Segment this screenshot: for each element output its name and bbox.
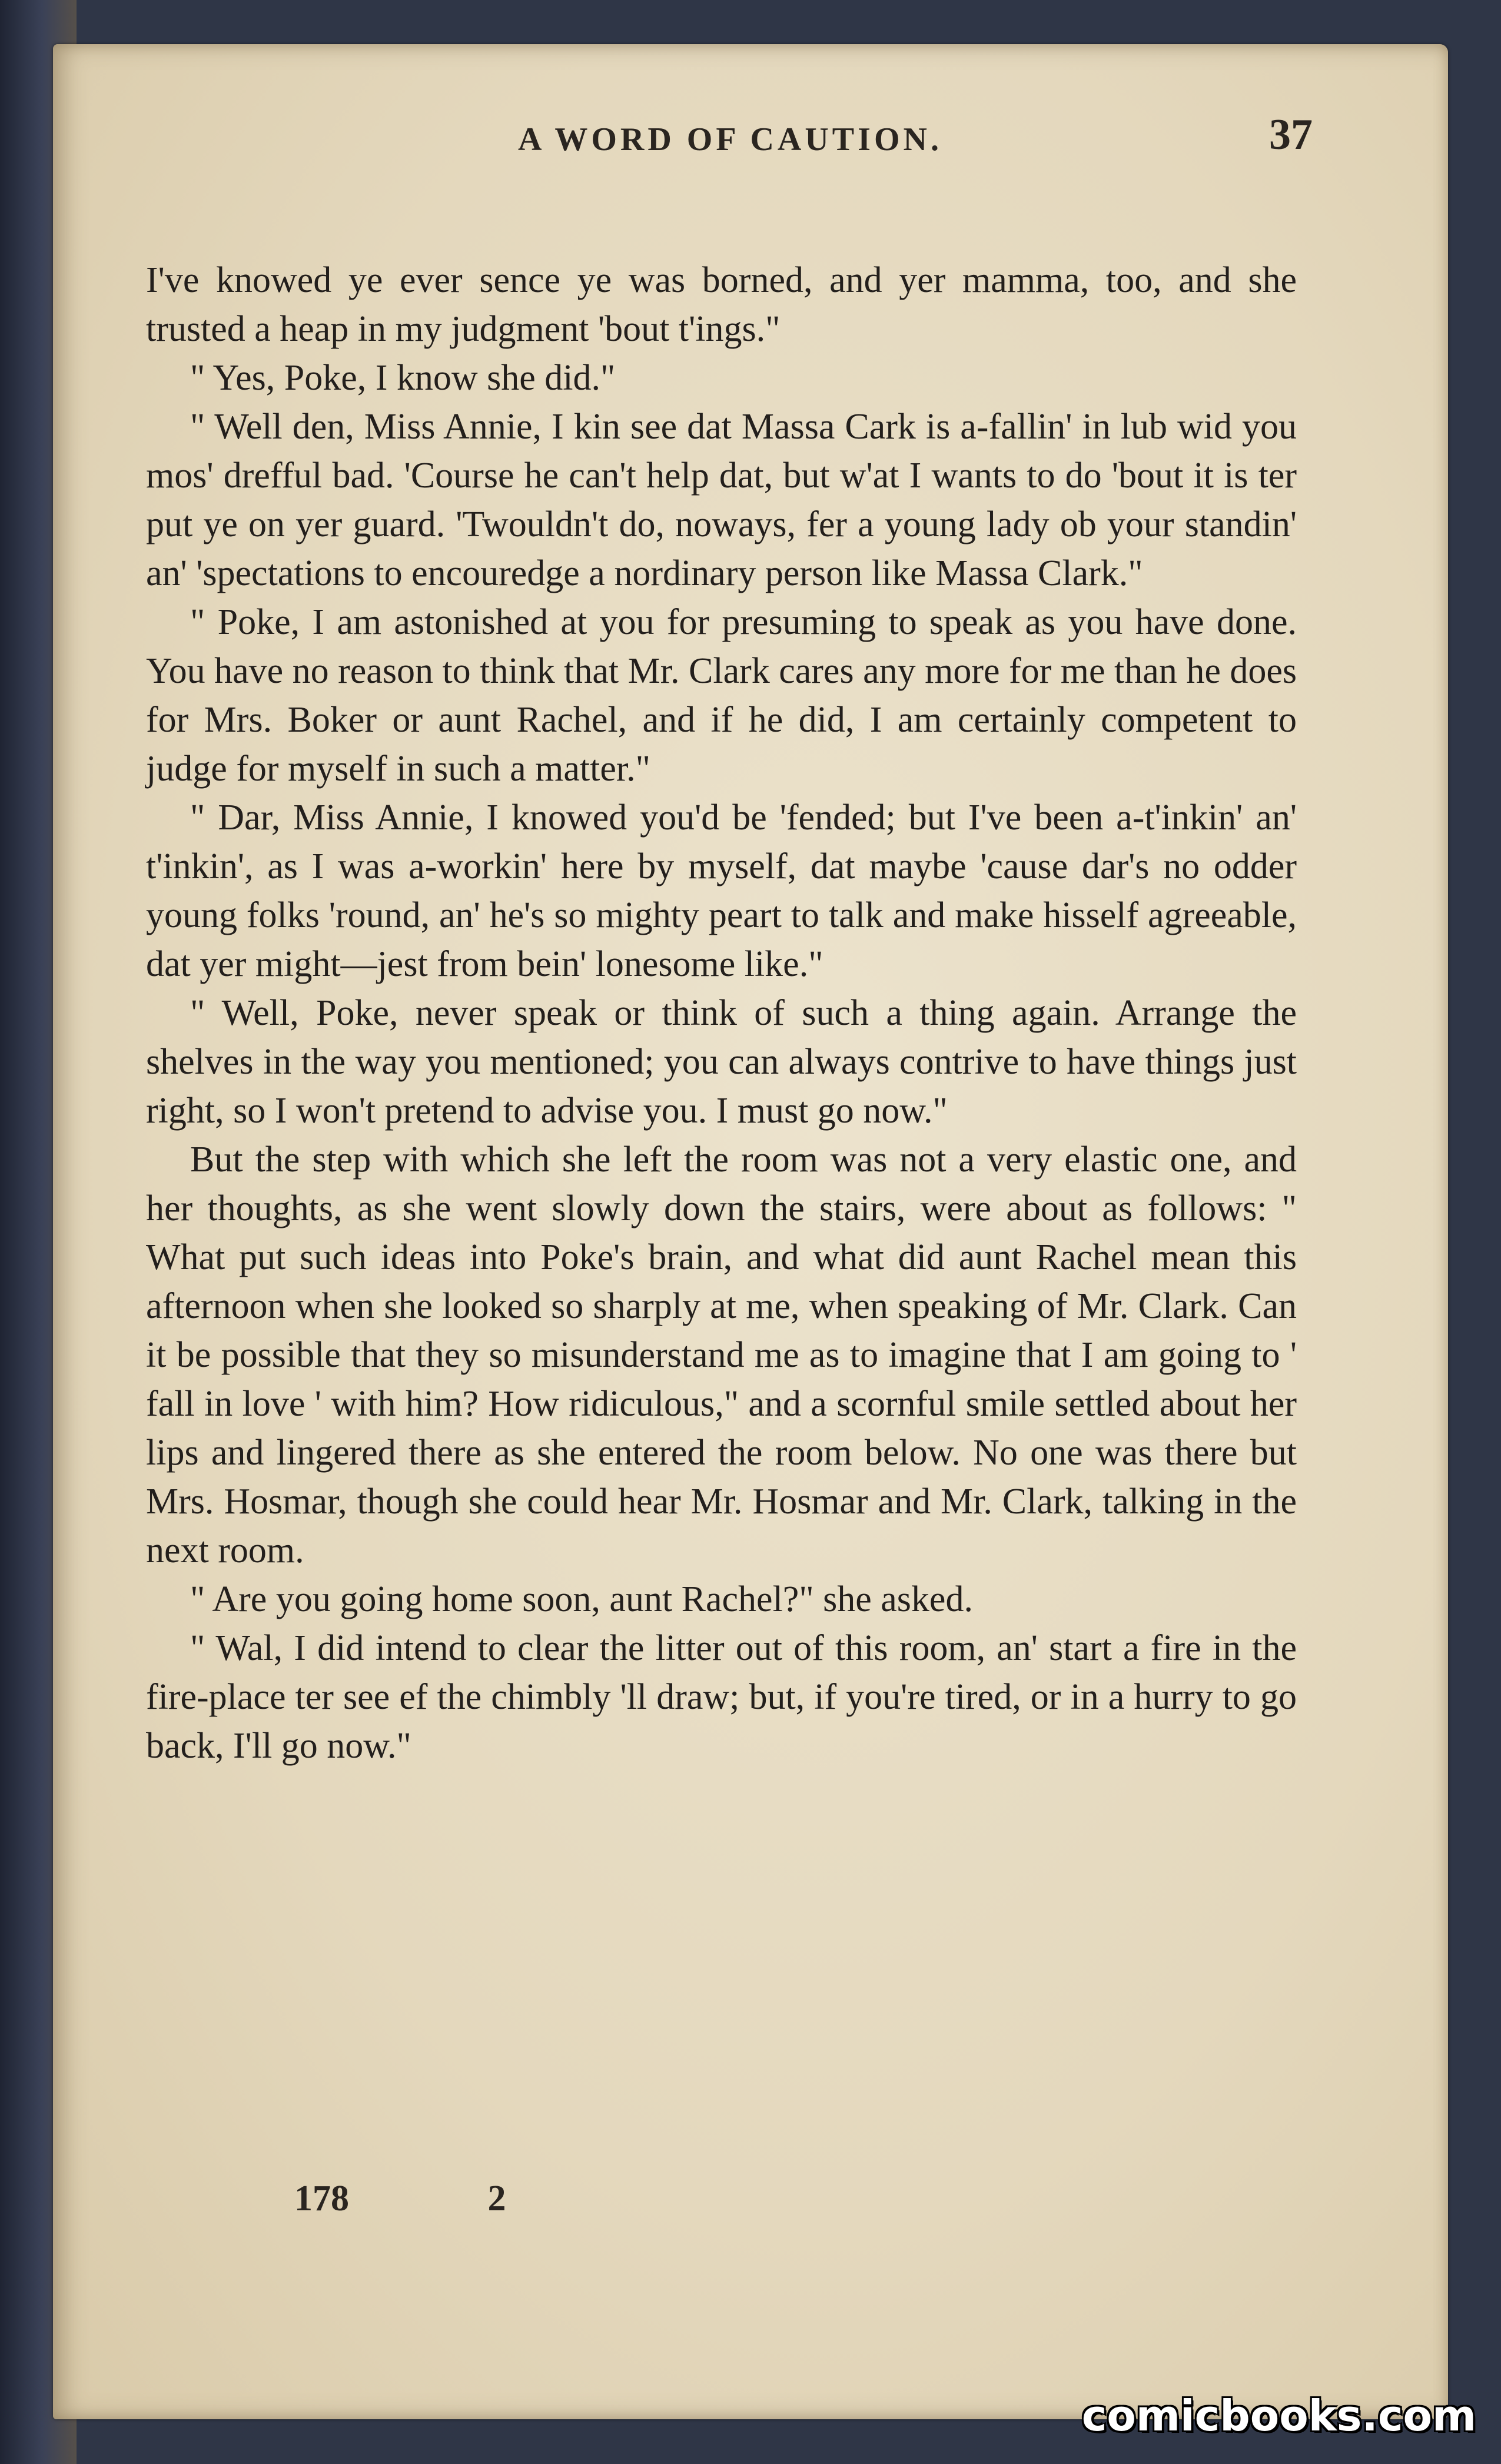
- paragraph: " Poke, I am astonished at you for presuming to speak as you have done. You have no reason to think that Mr. Clark cares any more for me than he does for Mrs. Boker or aunt Rachel, and if he did, I am certainly competent to judge for myself in such a matter.": [146, 602, 1297, 789]
- paragraph: " Wal, I did intend to clear the litter out of this room, an' start a fire in the fire-place ter see ef the chimbly 'll draw; but, if you're tired, or in a hurry to go back, I'll go now.": [146, 1628, 1297, 1766]
- paragraph: I've knowed ye ever sence ye was borned, and yer mamma, too, and she trusted a heap in my judgment 'bout t'ings.": [146, 260, 1297, 349]
- watermark: comicbooks.com: [1081, 2391, 1476, 2440]
- running-title: A WORD OF CAUTION.: [518, 121, 942, 158]
- page-number: 37: [1269, 111, 1313, 159]
- paragraph: " Dar, Miss Annie, I knowed you'd be 'fended; but I've been a-t'inkin' an' t'inkin', as I was a-workin' here by myself, dat maybe 'cause dar's no odder young folks 'round, an' he's so mighty peart to talk and make hisself agreeable, dat yer might—jest from bein' lonesome like.": [146, 798, 1297, 984]
- paragraph: " Are you going home soon, aunt Rachel?" she asked.: [190, 1579, 973, 1619]
- gathering-mark: 2: [487, 2179, 506, 2219]
- paragraph: " Well den, Miss Annie, I kin see dat Massa Cark is a-fallin' in lub wid you mos' drefful bad. 'Course he can't help dat, but w'at I wants to do 'bout it is ter put ye on yer guard. 'Twouldn't do, noways, fer a young lady ob your standin' an' 'spectations to encouredge a nordinary person like Massa Clark.": [146, 407, 1297, 593]
- page-body: [146, 256, 1297, 1771]
- paragraph: " Yes, Poke, I know she did.": [190, 358, 616, 398]
- signature-line: [294, 2178, 636, 2220]
- signature-mark: 178: [294, 2179, 349, 2219]
- paragraph: But the step with which she left the room was not a very elastic one, and her thoughts, as she went slowly down the stairs, were about as follows: " What put such ideas into Poke's brain, and what did aunt Rachel mean this afternoon when she looked so sharply at me, when speaking of Mr. Clark. Can it be possible that they so misunderstand me as to imagine that I am going to ' fall in love ' with him? How ridiculous," and a scornful smile settled about her lips and lingered there as she entered the room below. No one was there but Mrs. Hosmar, though she could hear Mr. Hosmar and Mr. Clark, talking in the next room.: [146, 1140, 1297, 1570]
- paragraph: " Well, Poke, never speak or think of such a thing again. Arrange the shelves in the way you mentioned; you can always contrive to have things just right, so I won't pretend to advise you. I must go now.": [146, 993, 1297, 1131]
- page-header: [194, 111, 1313, 168]
